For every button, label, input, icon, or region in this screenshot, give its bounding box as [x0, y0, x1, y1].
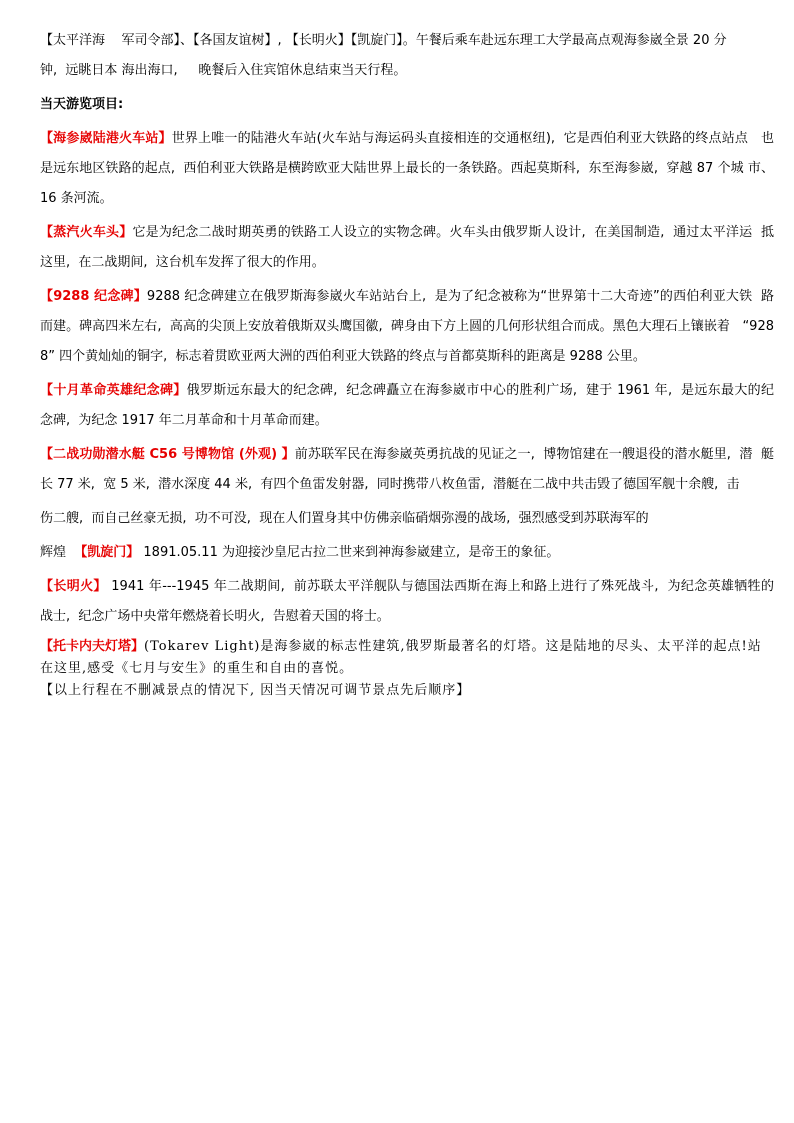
submarine-continuation: 伤二艘, 而自己丝豪无损, 功不可没, 现在人们置身其中仿佛亲临硝烟弥漫的战场, 强烈感受到苏联海军的	[40, 511, 649, 526]
attraction-title: 【凯旋门】	[74, 545, 140, 560]
attraction-railway-station	[40, 124, 779, 214]
attraction-title: 【长明火】	[40, 579, 107, 594]
attraction-description: 9288 纪念碑建立在俄罗斯海参崴火车站站台上, 是为了纪念被称为“世界第十二大奇迹”的西伯利亚大铁 路而建。碑高四米左右, 高高的尖顶上安放着俄斯双头鹰国徽, 碑身由下方上圆的几何形状组合而成。黑色大理石上镶嵌着 “9288” 四个黄灿灿的铜字, 标志着贯欧亚两大洲的西伯利亚大铁路的终点与首都莫斯科的距离是 9288 公里。	[40, 289, 774, 364]
section-heading: 当天游览项目:	[40, 97, 124, 112]
intro-paragraph	[40, 26, 774, 86]
attraction-description: 俄罗斯远东最大的纪念碑, 纪念碑矗立在海参崴市中心的胜利广场, 建于 1961 年, 是远东最大的纪 念碑, 为纪念 1917 年二月革命和十月革命而建。	[40, 383, 783, 428]
attraction-lighthouse	[40, 636, 774, 680]
attraction-title: 【托卡内夫灯塔】	[40, 639, 145, 654]
attraction-triumphal-arch	[40, 538, 774, 568]
attraction-description: 1941 年---1945 年二战期间, 前苏联太平洋舰队与德国法西斯在海上和路上进行了殊死战斗, 为纪念英雄牺牲的 战士, 纪念广场中央常年燃烧着长明火, 告慰着天国的将士。	[40, 579, 783, 624]
attraction-description: 它是为纪念二战时期英勇的铁路工人设立的实物念碑。火车头由俄罗斯人设计, 在美国制造, 通过太平洋运 抵这里, 在二战期间, 这台机车发挥了很大的作用。	[40, 225, 774, 270]
attraction-description: 前苏联军民在海参崴英勇抗战的见证之一, 博物馆建在一艘退役的潜水艇里, 潜 艇长 77 米, 宽 5 米, 潜水深度 44 米, 有四个鱼雷发射器, 同时携带八枚鱼雷, 潜艇在二战中共击毁了德国军舰十余艘, 击	[40, 447, 774, 492]
attraction-steam-locomotive	[40, 218, 774, 278]
attraction-submarine-museum	[40, 440, 774, 500]
attraction-title: 【十月革命英雄纪念碑】	[40, 383, 187, 398]
attraction-9288-monument	[40, 282, 774, 372]
attraction-title: 【蒸汽火车头】	[40, 225, 133, 240]
attraction-description: (Tokarev Light)是海参崴的标志性建筑,俄罗斯最著名的灯塔。这是陆地的尽头、太平洋的起点!站 在这里,感受《七月与安生》的重生和自由的喜悦。	[40, 639, 762, 676]
attraction-description: 世界上唯一的陆港火车站(火车站与海运码头直接相连的交通枢纽), 它是西伯利亚大铁路的终点站点 也是远东地区铁路的起点, 西伯利亚大铁路是横跨欧亚大陆世界上最长的一条铁路。西起莫斯科, 东至海参崴, 穿越 87 个城 市、 16 条河流。	[40, 131, 779, 206]
intro-line-2: 钟, 远眺日本 海出海口, 晚餐后入住宾馆休息结束当天行程。	[40, 63, 407, 78]
attraction-october-revolution-monument	[40, 376, 783, 436]
arch-prefix: 辉煌	[40, 545, 75, 560]
itinerary-note: 【以上行程在不删减景点的情况下, 因当天情况可调节景点先后顺序】	[40, 683, 471, 698]
document-page	[40, 26, 783, 702]
attraction-description: 1891.05.11 为迎接沙皇尼古拉二世来到神海参崴建立, 是帝王的象征。	[139, 545, 560, 560]
intro-line-1: 【太平洋海 军司令部】、【各国友谊树】, 【长明火】【凯旋门】。午餐后乘车赴远东理工大学最高点观海参崴全景 20 分	[40, 33, 727, 48]
attraction-title: 【二战功勋潜水艇 C56 号博物馆 (外观) 】	[40, 447, 295, 462]
attraction-title: 【海参崴陆港火车站】	[40, 131, 172, 146]
attraction-eternal-flame	[40, 572, 783, 632]
attraction-title: 【9288 纪念碑】	[40, 289, 147, 304]
